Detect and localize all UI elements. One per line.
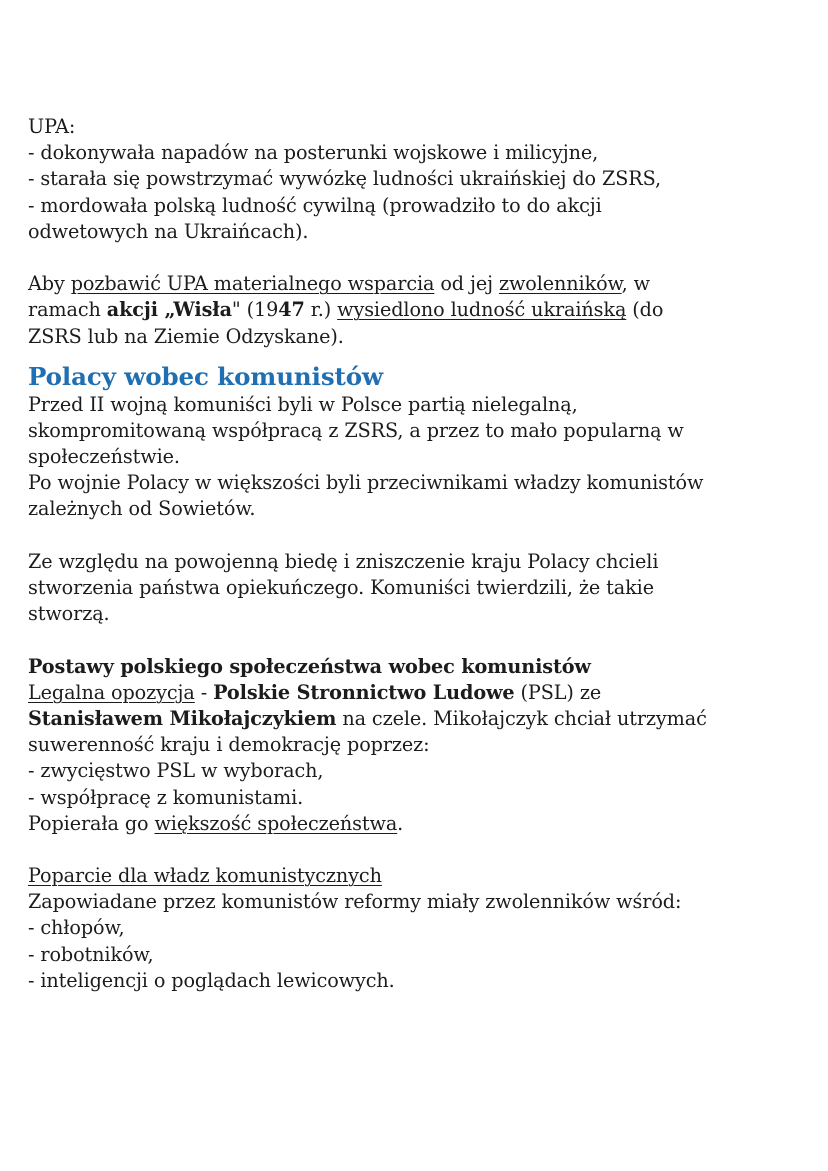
- upa-item-2: - starała się powstrzymać wywózkę ludności ukraińskiej do ZSRS,: [28, 167, 661, 191]
- wisla-line-3: ZSRS lub na Ziemie Odzyskane).: [28, 324, 344, 348]
- wisla-text: " (19: [231, 298, 279, 322]
- wisla-text: r.): [304, 298, 338, 322]
- paragraph-line: skompromitowaną współpracą z ZSRS, a przez to mało popularną w: [28, 418, 684, 442]
- postawy-line-1: [28, 680, 808, 706]
- postawy-line-2: [28, 706, 808, 732]
- postawy-text: Popierała go: [28, 811, 155, 835]
- spacer: [28, 523, 808, 549]
- paragraph-line: stworzą.: [28, 602, 110, 626]
- wisla-bold-phrase: akcji „Wisła: [106, 298, 232, 322]
- postawy-bold-phrase: Polskie Stronnictwo Ludowe: [213, 680, 515, 704]
- postawy-underlined-phrase: Legalna opozycja: [28, 680, 195, 704]
- upa-item-3: - mordowała polską ludność cywilną (prowadziło to do akcji: [28, 193, 602, 217]
- postawy-text: -: [194, 680, 214, 704]
- upa-item-3-cont: odwetowych na Ukraińcach).: [28, 219, 309, 243]
- wisla-line-1: [28, 271, 808, 297]
- postawy-line-6: [28, 811, 808, 837]
- spacer: [28, 627, 808, 653]
- postawy-line-5: - współpracę z komunistami.: [28, 785, 304, 809]
- wisla-text: ramach: [28, 298, 107, 322]
- paragraph-line: stworzenia państwa opiekuńczego. Komuniści twierdzili, że takie: [28, 576, 654, 599]
- postawy-text: .: [397, 811, 404, 835]
- poparcie-block: [28, 863, 808, 994]
- wisla-text: (do: [626, 298, 664, 322]
- wisla-line-2: [28, 297, 808, 323]
- section-paragraph-2: [28, 549, 808, 628]
- paragraph-line: społeczeństwie.: [28, 445, 180, 469]
- wisla-text: Aby: [28, 272, 71, 296]
- wisla-text: od jej: [434, 272, 499, 296]
- spacer: [28, 837, 808, 863]
- postawy-text: na czele. Mikołajczyk chciał utrzymać: [336, 706, 707, 730]
- document-page: [28, 114, 808, 994]
- poparcie-intro: Zapowiadane przez komunistów reformy miały zwolenników wśród:: [28, 890, 682, 914]
- wisla-underlined-phrase: wysiedlono ludność ukraińską: [337, 298, 627, 322]
- postawy-bold-name: Stanisławem Mikołajczykiem: [28, 706, 337, 730]
- upa-title: UPA:: [28, 115, 76, 138]
- poparcie-item: - inteligencji o poglądach lewicowych.: [28, 968, 395, 992]
- postawy-underlined-phrase: większość społeczeństwa: [154, 811, 398, 835]
- wisla-underlined-phrase: zwolenników: [498, 272, 622, 296]
- postawy-line-4: - zwycięstwo PSL w wyborach,: [28, 759, 324, 783]
- spacer: [28, 245, 808, 271]
- paragraph-line: Przed II wojną komuniści byli w Polsce partią nielegalną,: [28, 392, 578, 416]
- wisla-text: , w: [621, 272, 650, 296]
- poparcie-item: - chłopów,: [28, 916, 125, 940]
- postawy-block: [28, 654, 808, 837]
- poparcie-heading: Poparcie dla władz komunistycznych: [28, 864, 382, 888]
- paragraph-line: Ze względu na powojenną biedę i zniszczenie kraju Polacy chcieli: [28, 549, 659, 573]
- paragraph-line: Po wojnie Polacy w większości byli przeciwnikami władzy komunistów: [28, 471, 704, 495]
- upa-item-1: - dokonywała napadów na posterunki wojskowe i milicyjne,: [28, 141, 599, 165]
- postawy-text: (PSL) ze: [514, 680, 602, 704]
- poparcie-item: - robotników,: [28, 942, 154, 966]
- postawy-line-3: suwerenność kraju i demokrację poprzez:: [28, 733, 430, 757]
- paragraph-line: zależnych od Sowietów.: [28, 497, 256, 521]
- postawy-heading: Postawy polskiego społeczeństwa wobec komunistów: [28, 654, 591, 678]
- wisla-paragraph: [28, 271, 808, 350]
- section-paragraph-1: [28, 392, 808, 523]
- wisla-bold-year: 47: [278, 298, 305, 322]
- section-heading: Polacy wobec komunistów: [28, 361, 383, 391]
- upa-block: [28, 114, 808, 245]
- wisla-underlined-phrase: pozbawić UPA materialnego wsparcia: [70, 272, 435, 296]
